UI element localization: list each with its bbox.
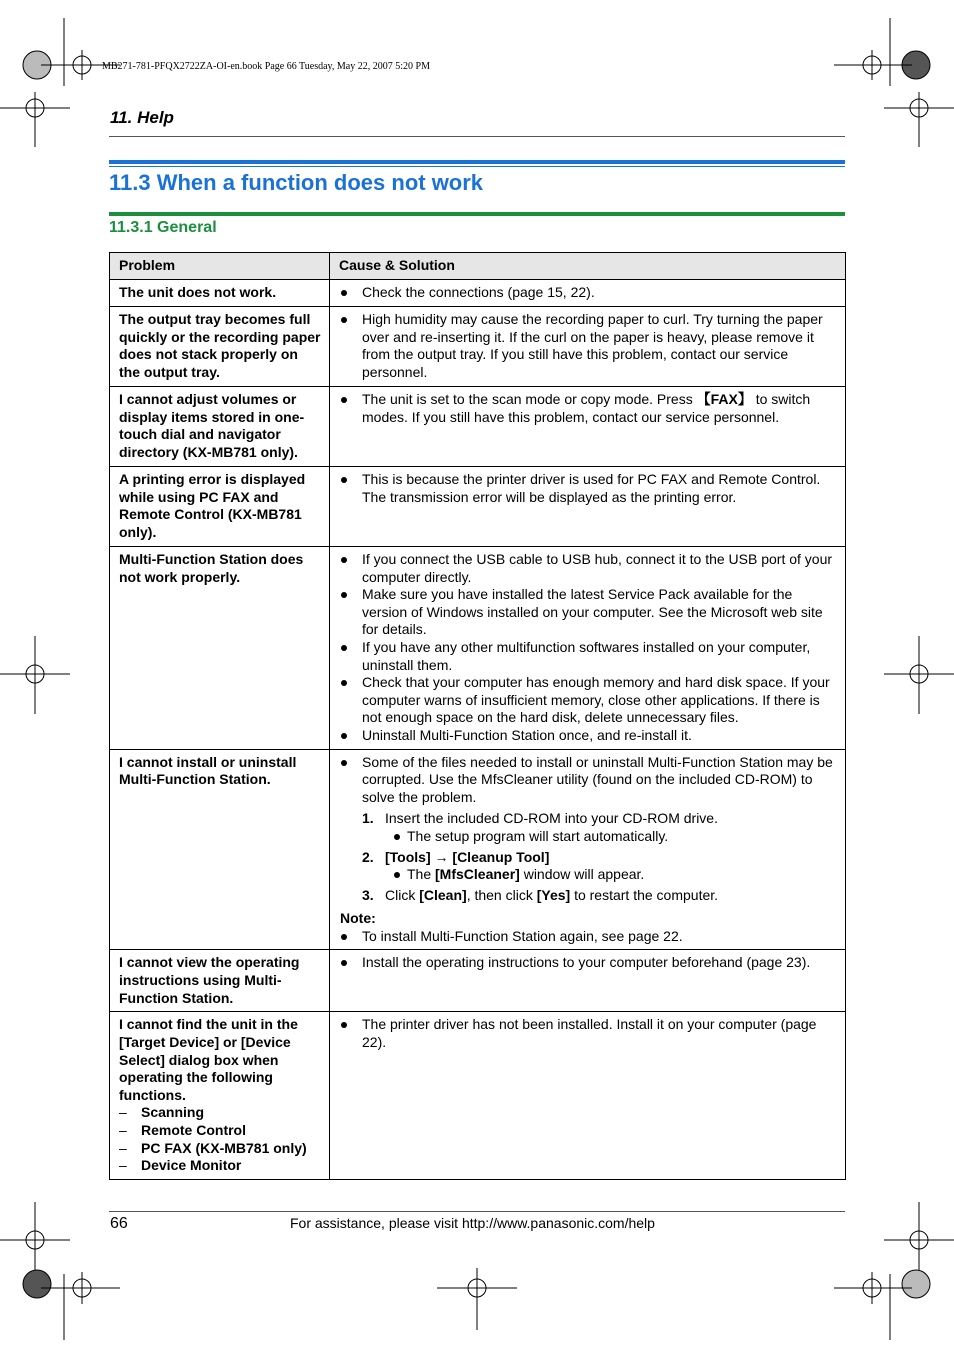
subsection-title: 11.3.1 General (109, 219, 217, 236)
title-bar-thick (109, 160, 845, 164)
solution-bullet: If you have any other multifunction softwares installed on your computer, uninstall them. (340, 639, 835, 674)
problem-text: I cannot find the unit in the [Target Device] or [Device Select] dialog box when operating the following functions. (119, 1016, 298, 1103)
problem-cell: I cannot view the operating instructions using Multi-Function Station. (110, 950, 330, 1012)
step-item (362, 887, 835, 905)
table-row (110, 547, 846, 750)
title-bar-thin (109, 166, 845, 167)
step-number: 2. (362, 848, 374, 865)
footer-help-text: For assistance, please visit http://www.panasonic.com/help (290, 1215, 655, 1231)
cleanup-tool-key-label: [Cleanup Tool] (452, 848, 550, 865)
problem-cell: I cannot adjust volumes or display items stored in one-touch dial and navigator directory (KX-MB781 only). (110, 387, 330, 467)
text-segment: The unit is set to the scan mode or copy mode. Press (362, 391, 697, 407)
table-row (110, 307, 846, 387)
problem-cell: I cannot install or uninstall Multi-Function Station. (110, 749, 330, 950)
step-sub-bullet: The setup program will start automatically. (385, 828, 835, 846)
solution-bullet: This is because the printer driver is used for PC FAX and Remote Control. The transmission error will be displayed as the printing error. (340, 471, 835, 506)
solution-bullet: Check that your computer has enough memory and hard disk space. If your computer warns of insufficient memory, close other applications. If there is not enough space on the hard disk, delete unnecessary files. (340, 674, 835, 727)
solution-cell (330, 1012, 846, 1179)
function-item: – Device Monitor (119, 1157, 321, 1175)
solution-bullet: Install the operating instructions to your computer beforehand (page 23). (340, 954, 835, 972)
solution-bullet: Check the connections (page 15, 22). (340, 284, 835, 302)
text-segment: Click (385, 886, 420, 903)
step-number: 1. (362, 810, 374, 827)
solution-bullet: Some of the files needed to install or uninstall Multi-Function Station may be corrupted. Use the MfsCleaner utility (found on the included CD-ROM) to solve the problem. (340, 754, 835, 807)
problem-cell: The output tray becomes full quickly or the recording paper does not stack properly on the output tray. (110, 307, 330, 387)
yes-key-label: [Yes] (536, 886, 571, 903)
page-title: 11.3 When a function does not work (109, 170, 484, 195)
mfscleaner-key-label: [MfsCleaner] (435, 866, 520, 883)
table-row (110, 280, 846, 307)
table-row (110, 1012, 846, 1179)
table-row (110, 387, 846, 467)
solution-cell (330, 950, 846, 1012)
solution-bullet: Uninstall Multi-Function Station once, and re-install it. (340, 727, 835, 745)
text-segment: to switch modes. If you still have this problem, contact our service personnel. (362, 391, 811, 425)
problem-cell: Multi-Function Station does not work properly. (110, 547, 330, 750)
clean-key-label: [Clean] (419, 886, 467, 903)
text-segment: to restart the computer. (570, 886, 719, 903)
function-item: – PC FAX (KX-MB781 only) (119, 1140, 321, 1158)
step-sub-bullet (385, 866, 835, 884)
solution-cell (330, 467, 846, 547)
tools-key-label: [Tools] (385, 848, 431, 865)
solution-cell (330, 749, 846, 950)
step-list (362, 810, 835, 904)
print-info-line: MB271-781-PFQX2722ZA-OI-en.book Page 66 Tuesday, May 22, 2007 5:20 PM (102, 61, 430, 72)
footer-rule (109, 1211, 845, 1212)
problem-cell: A printing error is displayed while using PC FAX and Remote Control (KX-MB781 only). (110, 467, 330, 547)
function-list (119, 1104, 321, 1174)
solution-cell (330, 280, 846, 307)
text-segment: The (407, 866, 436, 883)
column-header-problem: Problem (110, 253, 330, 280)
step-item (362, 810, 835, 845)
text-segment: window will appear. (519, 866, 645, 883)
subtitle-bar (109, 212, 845, 216)
function-item: – Remote Control (119, 1122, 321, 1140)
solution-bullet: High humidity may cause the recording paper to curl. Try turning the paper over and re-inserting it. If the curl on the paper is heavy, please remove it from the output tray. If you still have this problem, contact our service personnel. (340, 311, 835, 381)
step-number: 3. (362, 886, 374, 903)
table-header-row (110, 253, 846, 280)
problem-cell: The unit does not work. (110, 280, 330, 307)
column-header-solution: Cause & Solution (330, 253, 846, 280)
note-bullet: To install Multi-Function Station again, see page 22. (340, 928, 835, 946)
arrow-icon: → (430, 848, 453, 865)
solution-cell (330, 387, 846, 467)
solution-bullet: The printer driver has not been installed. Install it on your computer (page 22). (340, 1016, 835, 1051)
text-segment: , then click (466, 886, 537, 903)
step-text: Insert the included CD-ROM into your CD-ROM drive. (385, 810, 718, 827)
troubleshooting-table (109, 252, 846, 1180)
table-row (110, 950, 846, 1012)
page-number: 66 (110, 1215, 128, 1232)
problem-cell (110, 1012, 330, 1179)
solution-bullet: If you connect the USB cable to USB hub, connect it to the USB port of your computer directly. (340, 551, 835, 586)
solution-bullet: Make sure you have installed the latest Service Pack available for the version of Windows installed on your computer. See the Microsoft web site for details. (340, 586, 835, 639)
step-item (362, 849, 835, 884)
solution-bullet (340, 391, 835, 426)
fax-key-label: 【FAX】 (696, 391, 752, 407)
solution-cell (330, 307, 846, 387)
note-label: Note: (340, 910, 376, 927)
function-item: – Scanning (119, 1104, 321, 1122)
solution-cell (330, 547, 846, 750)
table-row (110, 749, 846, 950)
section-header: 11. Help (110, 108, 174, 127)
table-row (110, 467, 846, 547)
header-rule (109, 136, 845, 137)
